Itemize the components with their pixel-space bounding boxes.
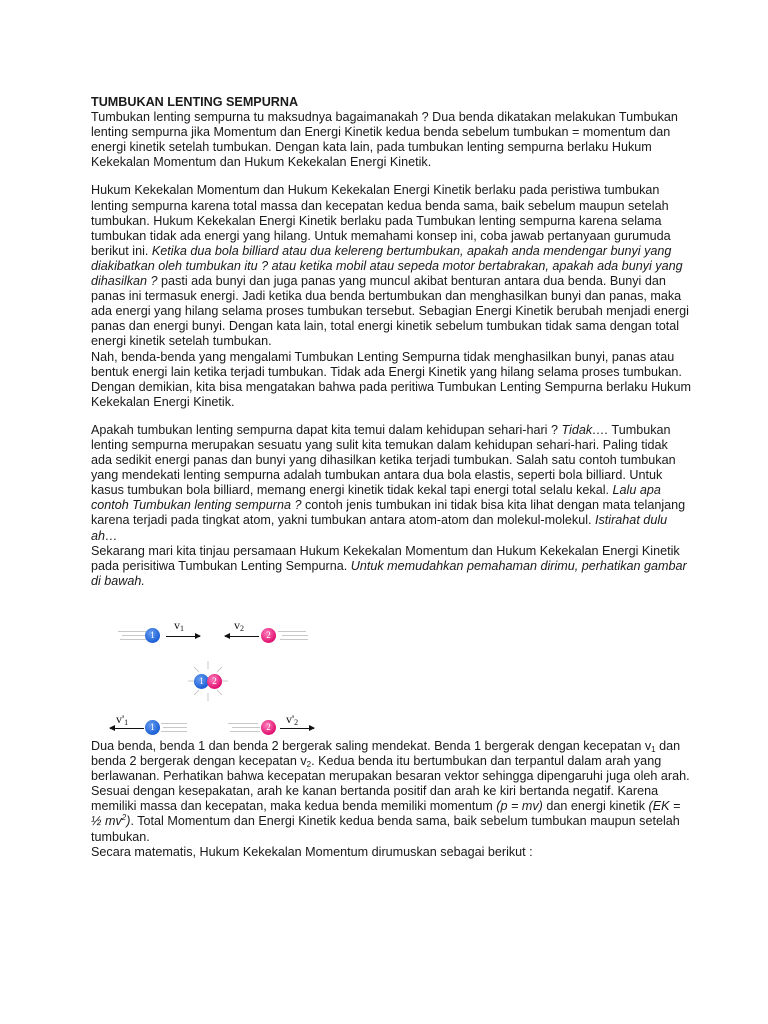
paragraph-5 <box>91 544 691 589</box>
paragraph-4-text-c: Tumbukan lenting sempurna merupakan sesuatu yang sulit kita temukan dalam kehidupan sehari-hari. Paling tidak ada sedikit energi panas dan bunyi yang dihasilkan ketika terjadi tumbukan. Salah satu contoh tumbukan yang mendekati lenting sempurna adalah tumbukan antara dua bola elastis, seperti bola billiard. Untuk kasus tumbukan bola billiard, memang energi kinetik tidak kekal tapi energi total selalu kekal. <box>91 422 676 498</box>
ball-1-after: 1 <box>145 720 160 735</box>
text-bottom <box>91 739 691 860</box>
paragraph-4-tidak: Tidak…. <box>561 422 609 437</box>
arrow-v2-prime <box>280 728 314 729</box>
formula-kinetic-energy: (EK = ½ $mv^2$) <box>91 799 681 829</box>
ball-2-collision: 2 <box>207 674 222 689</box>
paragraph-2-text-c: pasti ada bunyi dan juga panas yang muncul akibat benturan antara dua benda. Bunyi dan panas ini termasuk energi. Jadi ketika dua benda bertumbukan dan menghasilkan bunyi dan panas, maka ada energi yang hilang selama proses tumbukan tersebut. Sebagian Energi Kinetik berubah menjadi energi panas dan energi bunyi. Dengan kata lain, total energi kinetik sebelum tumbukan tidak sama dengan total energi kinetik setelah tumbukan. <box>91 274 689 349</box>
arrow-v1-prime <box>110 728 144 729</box>
ball-2-after: 2 <box>261 720 276 735</box>
paragraph-1: Tumbukan lenting sempurna tu maksudnya bagaimanakah ? Dua benda dikatakan melakukan Tumbukan lenting sempurna jika Momentum dan Energi Kinetik kedua benda sebelum tumbukan = momentum dan energi kinetik setelah tumbukan. Dengan kata lain, pada tumbukan lenting sempurna berlaku Hukum Kekekalan Momentum dan Hukum Kekekalan Energi Kinetik. <box>91 110 678 170</box>
paragraph-4 <box>91 423 691 544</box>
paragraph-2-question: Ketika dua bola billiard atau dua kelereng bertumbukan, apakah anda mendengar bunyi yang diakibatkan oleh tumbukan itu ? atau ketika mobil atau sepeda motor bertabrakan, apakah ada bunyi yang dihasilkan ? <box>91 243 683 289</box>
paragraph-2 <box>91 183 691 349</box>
motion-lines-ball-2-after <box>228 721 262 735</box>
paragraph-6: Dua benda, benda 1 dan benda 2 bergerak saling mendekat. Benda 1 bergerak dengan kecepatan $v_1$ dan benda 2 bergerak dengan kecepatan $v_2$. Kedua benda itu bertumbukan dan terpantul dalam arah yang berlawanan. Perhatikan bahwa kecepatan merupakan besaran vektor sehingga dipengaruhi juga oleh arah. Sesuai dengan kesepakatan, arah ke kanan bertanda positif dan arah ke kiri bertanda negatif. Karena memiliki massa dan kecepatan, maka kedua benda memiliki momentum (p = mv) dan energi kinetik (EK = ½ $mv^2$). Total Momentum dan Energi Kinetik kedua benda sama, baik sebelum tumbukan maupun setelah tumbukan. <box>91 739 690 844</box>
paragraph-4-istirahat: Istirahat dulu ah… <box>91 513 668 543</box>
paragraph-5-text-a: Sekarang mari kita tinjau persamaan Hukum Kekekalan Momentum dan Hukum Kekekalan Energi Kinetik pada perisitiwa Tumbukan Lenting Sempurna. <box>91 543 680 573</box>
motion-lines-ball-1 <box>118 629 148 643</box>
ball-1-before: 1 <box>145 628 160 643</box>
collision-figure <box>108 615 318 745</box>
arrow-v1 <box>166 636 200 637</box>
paragraph-4-text-a: Apakah tumbukan lenting sempurna dapat kita temui dalam kehidupan sehari-hari ? <box>91 422 562 437</box>
formula-momentum: (p = mv) <box>496 799 543 814</box>
ball-2-before: 2 <box>261 628 276 643</box>
label-v1-prime: $v'_1$ <box>116 712 129 727</box>
paragraph-7: Secara matematis, Hukum Kekekalan Momentum dirumuskan sebagai berikut : <box>91 844 533 859</box>
doc-title: TUMBUKAN LENTING SEMPURNA <box>91 95 299 109</box>
paragraph-2-text-a: Hukum Kekekalan Momentum dan Hukum Kekekalan Energi Kinetik berlaku pada peristiwa tumbukan lenting sempurna karena total massa dan kecepatan kedua benda sama, baik sebelum maupun setelah tumbukan. Hukum Kekekalan Energi Kinetik berlaku pada Tumbukan lenting sempurna karena selama tumbukan tidak ada energi yang hilang. Untuk memahami konsep ini, coba jawab pertanyaan gurumuda berikut ini. <box>91 183 671 258</box>
ball-1-collision: 1 <box>194 674 209 689</box>
arrow-v2 <box>225 636 259 637</box>
paragraph-4-text-e: contoh jenis tumbukan ini tidak bisa kita lihat dengan mata telanjang karena terjadi pada tingkat atom, yakni tumbukan antara atom-atom dan molekul-molekul. <box>91 498 686 528</box>
paragraph-5-hint: Untuk memudahkan pemahaman dirimu, perhatikan gambar di bawah. <box>91 558 687 588</box>
paragraph-4-question: Lalu apa contoh Tumbukan lenting sempurna ? <box>91 483 661 513</box>
motion-lines-ball-1-after <box>161 721 191 735</box>
motion-lines-ball-2 <box>278 629 310 643</box>
label-v1: $v_1$ <box>174 618 184 633</box>
text-top <box>91 95 691 602</box>
label-v2-prime: $v'_2$ <box>286 712 299 727</box>
label-v2: $v_2$ <box>234 618 244 633</box>
paragraph-3: Nah, benda-benda yang mengalami Tumbukan Lenting Sempurna tidak menghasilkan bunyi, panas atau bentuk energi lain ketika terjadi tumbukan. Tidak ada Energi Kinetik yang hilang selama proses tumbukan. Dengan demikian, kita bisa mengatakan bahwa pada peritiwa Tumbukan Lenting Sempurna berlaku Hukum Kekekalan Energi Kinetik. <box>91 349 691 409</box>
